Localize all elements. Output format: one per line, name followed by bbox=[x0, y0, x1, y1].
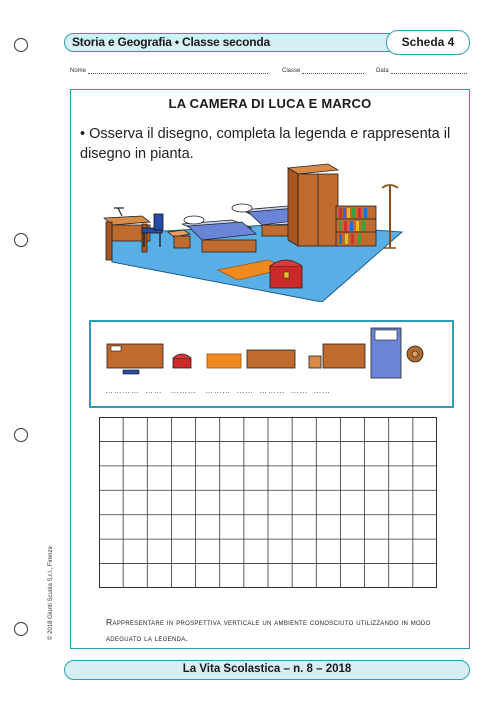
classe-field[interactable] bbox=[282, 68, 364, 74]
student-fields bbox=[70, 68, 470, 80]
legend-symbol-wardrobe bbox=[323, 344, 365, 368]
toy-chest bbox=[270, 260, 302, 288]
ring-hole-3 bbox=[14, 428, 28, 442]
legend-symbol-desk bbox=[107, 344, 163, 374]
worksheet-title: LA CAMERA DI LUCA E MARCO bbox=[168, 96, 372, 111]
legend-symbol-bedside bbox=[309, 356, 321, 368]
legend-symbol-chest bbox=[173, 354, 191, 368]
ring-hole-1 bbox=[14, 38, 28, 52]
legend-symbol-coat-stand bbox=[407, 346, 423, 362]
header-title: Storia e Geografia • Classe seconda bbox=[72, 35, 270, 49]
legend-symbol-rug bbox=[207, 354, 241, 368]
legend-symbol-bed bbox=[371, 328, 401, 378]
data-field[interactable] bbox=[376, 68, 467, 74]
ring-hole-2 bbox=[14, 233, 28, 247]
bookshelf bbox=[336, 206, 376, 246]
nome-field[interactable] bbox=[70, 68, 268, 74]
legend-answer-lines[interactable]: ………… …… ……… ……… …… ……… …… …… bbox=[105, 386, 331, 395]
nome-label: Nome bbox=[70, 68, 87, 74]
classe-label: Classe bbox=[282, 68, 301, 74]
data-label: Data bbox=[376, 68, 389, 74]
drawing-grid[interactable] bbox=[99, 417, 437, 588]
wardrobe bbox=[288, 164, 338, 246]
footer-text: La Vita Scolastica – n. 8 – 2018 bbox=[182, 663, 352, 675]
teacher-note: Rappresentare in prospettiva verticale un ambiente conosciuto utilizzando in modo adeguato la legenda. bbox=[106, 617, 431, 643]
copyright-text: © 2018 Giunti Scuola S.r.l., Firenze bbox=[48, 546, 54, 640]
room-illustration bbox=[92, 162, 412, 302]
scheda-label: Scheda 4 bbox=[401, 35, 455, 49]
legend-symbol-bed-frame bbox=[247, 350, 295, 368]
ring-hole-4 bbox=[14, 622, 28, 636]
instruction-text: • Osserva il disegno, completa la legenda e rappresenta il disegno in pianta. bbox=[80, 126, 451, 162]
